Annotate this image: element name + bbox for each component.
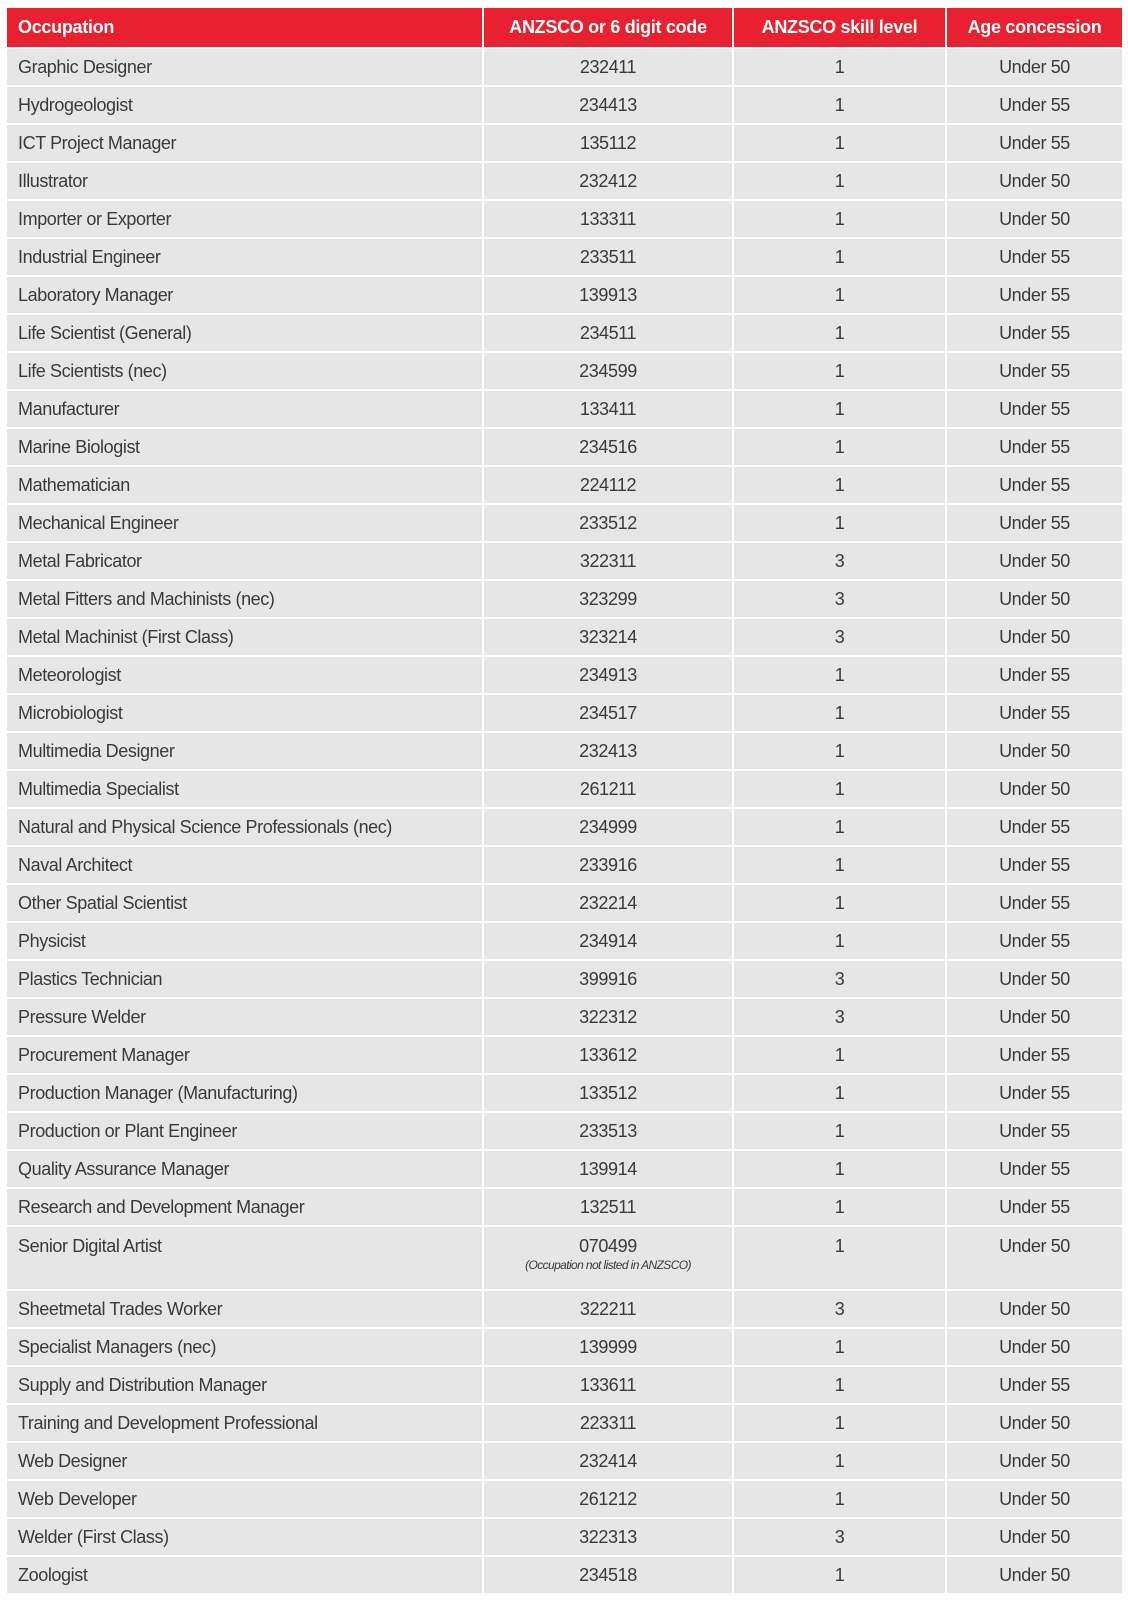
cell-code: 322311 — [484, 541, 734, 579]
cell-code: 234517 — [484, 693, 734, 731]
cell-skill-level: 3 — [734, 997, 947, 1035]
cell-occupation: Hydrogeologist — [7, 85, 484, 123]
cell-code: 234518 — [484, 1555, 734, 1593]
cell-age-concession: Under 50 — [947, 1327, 1122, 1365]
cell-occupation: Manufacturer — [7, 389, 484, 427]
header-row — [7, 8, 1122, 47]
table-row — [7, 1035, 1122, 1073]
cell-skill-level: 1 — [734, 1479, 947, 1517]
cell-age-concession: Under 55 — [947, 237, 1122, 275]
cell-code: 232412 — [484, 161, 734, 199]
cell-code: 139999 — [484, 1327, 734, 1365]
table-row — [7, 883, 1122, 921]
cell-occupation: Life Scientists (nec) — [7, 351, 484, 389]
cell-code: 322312 — [484, 997, 734, 1035]
cell-occupation: Metal Fitters and Machinists (nec) — [7, 579, 484, 617]
cell-age-concession: Under 55 — [947, 1149, 1122, 1187]
cell-skill-level: 1 — [734, 161, 947, 199]
table-row — [7, 47, 1122, 85]
cell-occupation: Production or Plant Engineer — [7, 1111, 484, 1149]
table-row — [7, 1225, 1122, 1289]
cell-code: 234999 — [484, 807, 734, 845]
cell-occupation: Senior Digital Artist — [7, 1225, 484, 1289]
header-occupation: Occupation — [7, 8, 484, 47]
header-skill-level: ANZSCO skill level — [734, 8, 947, 47]
cell-age-concession: Under 50 — [947, 1555, 1122, 1593]
cell-code: 323214 — [484, 617, 734, 655]
header-code: ANZSCO or 6 digit code — [484, 8, 734, 47]
cell-code: 135112 — [484, 123, 734, 161]
cell-occupation: Procurement Manager — [7, 1035, 484, 1073]
cell-occupation: Importer or Exporter — [7, 199, 484, 237]
cell-age-concession: Under 50 — [947, 579, 1122, 617]
table-row — [7, 161, 1122, 199]
cell-age-concession: Under 55 — [947, 427, 1122, 465]
cell-occupation: Web Developer — [7, 1479, 484, 1517]
cell-skill-level: 1 — [734, 693, 947, 731]
cell-age-concession: Under 55 — [947, 85, 1122, 123]
cell-skill-level: 1 — [734, 731, 947, 769]
cell-age-concession: Under 55 — [947, 1365, 1122, 1403]
cell-code: 139913 — [484, 275, 734, 313]
cell-code-value: 070499 — [579, 1236, 637, 1256]
cell-age-concession: Under 55 — [947, 465, 1122, 503]
cell-code: 234913 — [484, 655, 734, 693]
table-body — [7, 47, 1122, 1593]
cell-code: 234914 — [484, 921, 734, 959]
cell-age-concession: Under 50 — [947, 161, 1122, 199]
cell-occupation: Production Manager (Manufacturing) — [7, 1073, 484, 1111]
cell-occupation: Training and Development Professional — [7, 1403, 484, 1441]
cell-code: 234511 — [484, 313, 734, 351]
table-row — [7, 465, 1122, 503]
cell-code: 233511 — [484, 237, 734, 275]
cell-age-concession: Under 55 — [947, 655, 1122, 693]
cell-occupation: Plastics Technician — [7, 959, 484, 997]
table-row — [7, 1327, 1122, 1365]
cell-skill-level: 1 — [734, 237, 947, 275]
cell-occupation: Life Scientist (General) — [7, 313, 484, 351]
cell-occupation: Microbiologist — [7, 693, 484, 731]
table-row — [7, 579, 1122, 617]
table-row — [7, 1111, 1122, 1149]
table-row — [7, 123, 1122, 161]
cell-age-concession: Under 50 — [947, 199, 1122, 237]
table-row — [7, 1517, 1122, 1555]
cell-skill-level: 1 — [734, 1187, 947, 1225]
cell-age-concession: Under 50 — [947, 1479, 1122, 1517]
table-row — [7, 237, 1122, 275]
cell-skill-level: 1 — [734, 199, 947, 237]
cell-skill-level: 1 — [734, 389, 947, 427]
cell-occupation: Supply and Distribution Manager — [7, 1365, 484, 1403]
cell-code: 133311 — [484, 199, 734, 237]
cell-age-concession: Under 55 — [947, 883, 1122, 921]
cell-age-concession: Under 55 — [947, 845, 1122, 883]
cell-age-concession: Under 55 — [947, 313, 1122, 351]
cell-occupation: Physicist — [7, 921, 484, 959]
cell-skill-level: 1 — [734, 655, 947, 693]
cell-age-concession: Under 55 — [947, 123, 1122, 161]
cell-skill-level: 1 — [734, 85, 947, 123]
occupation-table-wrapper — [7, 8, 1122, 1593]
cell-skill-level: 3 — [734, 1517, 947, 1555]
cell-code: 322313 — [484, 1517, 734, 1555]
cell-code: 234599 — [484, 351, 734, 389]
cell-skill-level: 1 — [734, 1365, 947, 1403]
cell-code: 232413 — [484, 731, 734, 769]
cell-age-concession: Under 50 — [947, 769, 1122, 807]
table-row — [7, 427, 1122, 465]
cell-skill-level: 1 — [734, 1403, 947, 1441]
cell-occupation: Mathematician — [7, 465, 484, 503]
cell-code: 233916 — [484, 845, 734, 883]
cell-occupation: Welder (First Class) — [7, 1517, 484, 1555]
cell-skill-level: 1 — [734, 275, 947, 313]
cell-skill-level: 3 — [734, 579, 947, 617]
cell-occupation: Other Spatial Scientist — [7, 883, 484, 921]
cell-skill-level: 1 — [734, 921, 947, 959]
cell-skill-level: 1 — [734, 503, 947, 541]
cell-skill-level: 1 — [734, 1149, 947, 1187]
cell-age-concession: Under 50 — [947, 1441, 1122, 1479]
cell-occupation: Mechanical Engineer — [7, 503, 484, 541]
cell-age-concession: Under 50 — [947, 1225, 1122, 1289]
cell-code: 261211 — [484, 769, 734, 807]
cell-skill-level: 1 — [734, 845, 947, 883]
table-row — [7, 1365, 1122, 1403]
occupation-table — [7, 8, 1122, 1593]
cell-skill-level: 3 — [734, 617, 947, 655]
cell-skill-level: 1 — [734, 1111, 947, 1149]
cell-skill-level: 1 — [734, 1555, 947, 1593]
table-header — [7, 8, 1122, 47]
cell-occupation: Quality Assurance Manager — [7, 1149, 484, 1187]
table-row — [7, 199, 1122, 237]
cell-age-concession: Under 50 — [947, 47, 1122, 85]
table-row — [7, 1403, 1122, 1441]
cell-skill-level: 1 — [734, 1441, 947, 1479]
table-row — [7, 389, 1122, 427]
cell-age-concession: Under 55 — [947, 921, 1122, 959]
cell-occupation: Meteorologist — [7, 655, 484, 693]
cell-code: 233513 — [484, 1111, 734, 1149]
cell-age-concession: Under 55 — [947, 1035, 1122, 1073]
cell-age-concession: Under 55 — [947, 1187, 1122, 1225]
cell-occupation: Sheetmetal Trades Worker — [7, 1289, 484, 1327]
cell-age-concession: Under 55 — [947, 693, 1122, 731]
cell-occupation: Zoologist — [7, 1555, 484, 1593]
cell-age-concession: Under 50 — [947, 1517, 1122, 1555]
table-row — [7, 617, 1122, 655]
cell-age-concession: Under 55 — [947, 503, 1122, 541]
cell-code: 133411 — [484, 389, 734, 427]
table-row — [7, 313, 1122, 351]
cell-occupation: Illustrator — [7, 161, 484, 199]
cell-occupation: ICT Project Manager — [7, 123, 484, 161]
cell-skill-level: 1 — [734, 1327, 947, 1365]
cell-occupation: Graphic Designer — [7, 47, 484, 85]
header-age-concession: Age concession — [947, 8, 1122, 47]
cell-skill-level: 3 — [734, 959, 947, 997]
cell-occupation: Metal Machinist (First Class) — [7, 617, 484, 655]
cell-age-concession: Under 50 — [947, 617, 1122, 655]
cell-code: 232214 — [484, 883, 734, 921]
table-row — [7, 997, 1122, 1035]
cell-age-concession: Under 50 — [947, 541, 1122, 579]
cell-skill-level: 1 — [734, 465, 947, 503]
cell-code: 133611 — [484, 1365, 734, 1403]
cell-age-concession: Under 55 — [947, 807, 1122, 845]
table-row — [7, 921, 1122, 959]
cell-occupation: Specialist Managers (nec) — [7, 1327, 484, 1365]
table-row — [7, 959, 1122, 997]
cell-occupation: Multimedia Designer — [7, 731, 484, 769]
table-row — [7, 1555, 1122, 1593]
cell-code: 232411 — [484, 47, 734, 85]
cell-occupation: Metal Fabricator — [7, 541, 484, 579]
cell-code: 132511 — [484, 1187, 734, 1225]
cell-skill-level: 3 — [734, 1289, 947, 1327]
cell-age-concession: Under 55 — [947, 351, 1122, 389]
table-row — [7, 655, 1122, 693]
cell-skill-level: 3 — [734, 541, 947, 579]
cell-code: 234413 — [484, 85, 734, 123]
table-row — [7, 1289, 1122, 1327]
table-row — [7, 351, 1122, 389]
table-row — [7, 807, 1122, 845]
table-row — [7, 85, 1122, 123]
cell-occupation: Laboratory Manager — [7, 275, 484, 313]
cell-code: 223311 — [484, 1403, 734, 1441]
cell-code: 323299 — [484, 579, 734, 617]
cell-code: 399916 — [484, 959, 734, 997]
cell-code-note: (Occupation not listed in ANZSCO) — [525, 1258, 691, 1272]
cell-occupation: Industrial Engineer — [7, 237, 484, 275]
cell-skill-level: 1 — [734, 1035, 947, 1073]
table-row — [7, 1187, 1122, 1225]
cell-age-concession: Under 50 — [947, 959, 1122, 997]
table-row — [7, 503, 1122, 541]
cell-skill-level: 1 — [734, 123, 947, 161]
cell-age-concession: Under 55 — [947, 1111, 1122, 1149]
cell-skill-level: 1 — [734, 427, 947, 465]
cell-code: 139914 — [484, 1149, 734, 1187]
table-row — [7, 769, 1122, 807]
table-row — [7, 731, 1122, 769]
cell-age-concession: Under 55 — [947, 1073, 1122, 1111]
table-row — [7, 1479, 1122, 1517]
cell-age-concession: Under 50 — [947, 1403, 1122, 1441]
cell-skill-level: 1 — [734, 313, 947, 351]
cell-age-concession: Under 55 — [947, 389, 1122, 427]
cell-code: 233512 — [484, 503, 734, 541]
cell-age-concession: Under 50 — [947, 731, 1122, 769]
cell-occupation: Pressure Welder — [7, 997, 484, 1035]
table-row — [7, 845, 1122, 883]
table-row — [7, 1149, 1122, 1187]
cell-skill-level: 1 — [734, 47, 947, 85]
cell-occupation: Natural and Physical Science Professionals (nec) — [7, 807, 484, 845]
cell-code: 133612 — [484, 1035, 734, 1073]
table-row — [7, 275, 1122, 313]
cell-code: 261212 — [484, 1479, 734, 1517]
cell-skill-level: 1 — [734, 769, 947, 807]
cell-occupation: Web Designer — [7, 1441, 484, 1479]
cell-occupation: Naval Architect — [7, 845, 484, 883]
table-row — [7, 1441, 1122, 1479]
cell-age-concession: Under 50 — [947, 997, 1122, 1035]
cell-skill-level: 1 — [734, 1073, 947, 1111]
cell-skill-level: 1 — [734, 351, 947, 389]
cell-occupation: Multimedia Specialist — [7, 769, 484, 807]
cell-code: 322211 — [484, 1289, 734, 1327]
cell-age-concession: Under 55 — [947, 275, 1122, 313]
cell-skill-level: 1 — [734, 807, 947, 845]
table-row — [7, 693, 1122, 731]
cell-occupation: Research and Development Manager — [7, 1187, 484, 1225]
cell-code — [484, 1225, 734, 1289]
cell-skill-level: 1 — [734, 1225, 947, 1289]
cell-code: 234516 — [484, 427, 734, 465]
cell-occupation: Marine Biologist — [7, 427, 484, 465]
cell-code: 232414 — [484, 1441, 734, 1479]
table-row — [7, 1073, 1122, 1111]
table-row — [7, 541, 1122, 579]
cell-age-concession: Under 50 — [947, 1289, 1122, 1327]
cell-code: 133512 — [484, 1073, 734, 1111]
cell-skill-level: 1 — [734, 883, 947, 921]
cell-code: 224112 — [484, 465, 734, 503]
